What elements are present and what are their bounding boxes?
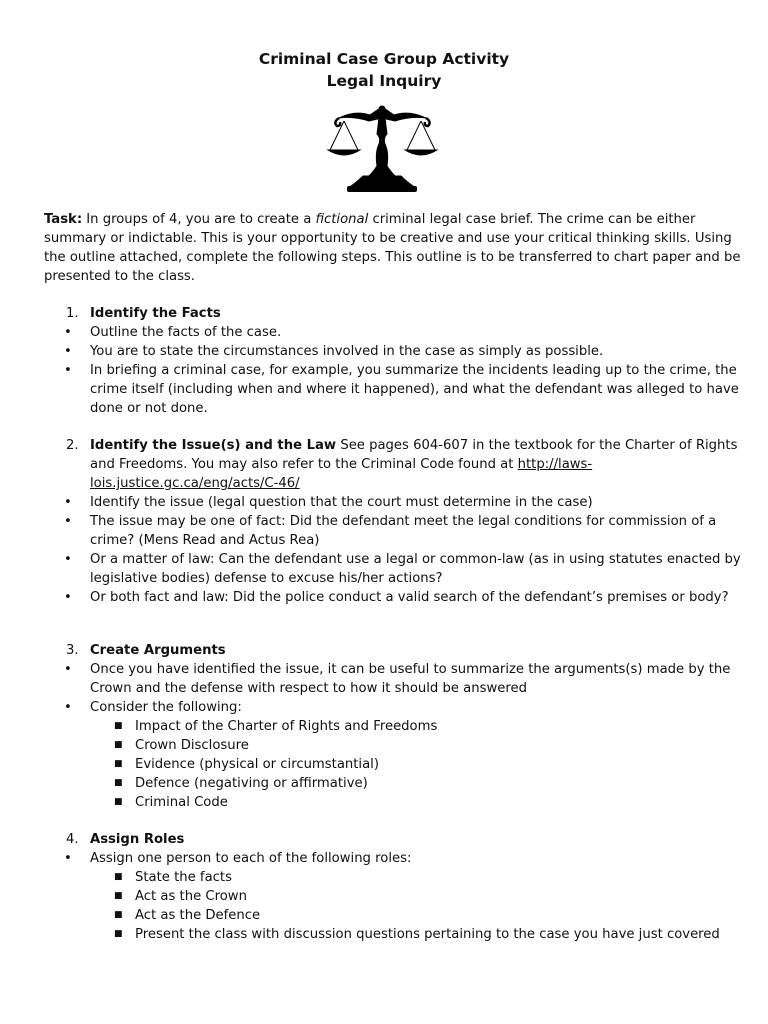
list-item-text: The issue may be one of fact: Did the defendant meet the legal conditions for commission of a crime? (Mens Read and Actus Rea) [90, 514, 717, 548]
section-assign-roles [44, 830, 744, 944]
section-identify-facts [44, 304, 744, 418]
section-title: Identify the Issue(s) and the Law [90, 438, 337, 453]
bullet-icon: • [64, 495, 72, 510]
task-text-before: In groups of 4, you are to create a [82, 212, 316, 227]
square-bullet-icon: ■ [114, 872, 123, 882]
list-item-text: In briefing a criminal case, for example, you summarize the incidents leading up to the crime, the crime itself (including when and where it happened), and what the defendant was alleged to have done or not done. [90, 363, 739, 416]
sub-list-item-text: Criminal Code [135, 795, 228, 810]
list-item [44, 361, 744, 418]
sub-list-item [44, 736, 744, 755]
task-label: Task: [44, 212, 83, 227]
list-item [44, 849, 744, 868]
bullet-icon: • [64, 851, 72, 866]
section-identify-issue-law [44, 436, 744, 607]
list-item [44, 512, 744, 550]
list-item-text: Outline the facts of the case. [90, 325, 282, 340]
section-intro-text: See pages 604-607 in the textbook for the Charter of Rights and Freedoms. You may also refer to the Criminal Code found at [90, 438, 738, 472]
scales-of-justice-icon [325, 104, 440, 196]
sub-list-item-text: Impact of the Charter of Rights and Freedoms [135, 719, 438, 734]
bullet-icon: • [64, 662, 72, 677]
square-bullet-icon: ■ [114, 778, 123, 788]
square-bullet-icon: ■ [114, 891, 123, 901]
section-title: Identify the Facts [90, 306, 221, 321]
list-item-text: Or a matter of law: Can the defendant use a legal or common-law (as in using statutes enacted by legislative bodies) defense to excuse his/her actions? [90, 552, 741, 586]
square-bullet-icon: ■ [114, 740, 123, 750]
sub-list-item-text: Evidence (physical or circumstantial) [135, 757, 379, 772]
list-item [44, 493, 744, 512]
sub-list-item-text: Act as the Defence [135, 908, 261, 923]
criminal-code-link[interactable]: http://laws-lois.justice.gc.ca/eng/acts/C-46/ [90, 457, 593, 491]
list-item [44, 588, 744, 607]
list-item-text: Once you have identified the issue, it can be useful to summarize the arguments(s) made by the Crown and the defense with respect to how it should be answered [90, 662, 731, 696]
section-number: 4. [66, 832, 79, 847]
list-item-text: Or both fact and law: Did the police conduct a valid search of the defendant’s premises or body? [90, 590, 729, 605]
bullet-icon: • [64, 552, 72, 567]
list-item [44, 660, 744, 698]
bullet-icon: • [64, 344, 72, 359]
sub-list-item-text: State the facts [135, 870, 232, 885]
section-create-arguments [44, 641, 744, 812]
square-bullet-icon: ■ [114, 759, 123, 769]
sub-list-item [44, 717, 744, 736]
sub-list-item [44, 925, 744, 944]
task-paragraph [44, 210, 744, 286]
sub-list-item-text: Act as the Crown [135, 889, 247, 904]
square-bullet-icon: ■ [114, 797, 123, 807]
bullet-icon: • [64, 590, 72, 605]
list-item [44, 550, 744, 588]
task-text-after: criminal legal case brief. The crime can be either summary or indictable. This is your opportunity to be creative and use your critical thinking skills. Using the outline attached, complete the following steps. This outline is to be transferred to chart paper and be presented to the class. [44, 212, 741, 284]
task-italic-word: fictional [315, 212, 369, 227]
section-heading [44, 641, 744, 660]
sub-list-item [44, 755, 744, 774]
document-subtitle: Legal Inquiry [326, 72, 442, 90]
document-title: Criminal Case Group Activity [258, 50, 510, 68]
section-heading [44, 304, 744, 323]
square-bullet-icon: ■ [114, 910, 123, 920]
sub-list-item [44, 906, 744, 925]
sub-list-item [44, 774, 744, 793]
list-item-text: Assign one person to each of the following roles: [90, 851, 412, 866]
sub-list-item [44, 887, 744, 906]
sub-list-item-text: Defence (negativing or affirmative) [135, 776, 368, 791]
list-item [44, 342, 744, 361]
sub-list-item [44, 793, 744, 812]
section-number: 3. [66, 643, 79, 658]
section-title: Assign Roles [90, 832, 185, 847]
square-bullet-icon: ■ [114, 721, 123, 731]
list-item-text: Identify the issue (legal question that the court must determine in the case) [90, 495, 593, 510]
section-number: 2. [66, 438, 79, 453]
list-item [44, 698, 744, 717]
bullet-icon: • [64, 514, 72, 529]
section-title: Create Arguments [90, 643, 226, 658]
list-item-text: You are to state the circumstances involved in the case as simply as possible. [90, 344, 604, 359]
bullet-icon: • [64, 363, 72, 378]
bullet-icon: • [64, 700, 72, 715]
section-heading [44, 830, 744, 849]
sub-list-item-text: Present the class with discussion questions pertaining to the case you have just covered [135, 927, 720, 942]
section-number: 1. [66, 306, 79, 321]
sub-list-item-text: Crown Disclosure [135, 738, 249, 753]
section-heading [44, 436, 744, 493]
list-item-text: Consider the following: [90, 700, 242, 715]
list-item [44, 323, 744, 342]
square-bullet-icon: ■ [114, 929, 123, 939]
sub-list-item [44, 868, 744, 887]
bullet-icon: • [64, 325, 72, 340]
